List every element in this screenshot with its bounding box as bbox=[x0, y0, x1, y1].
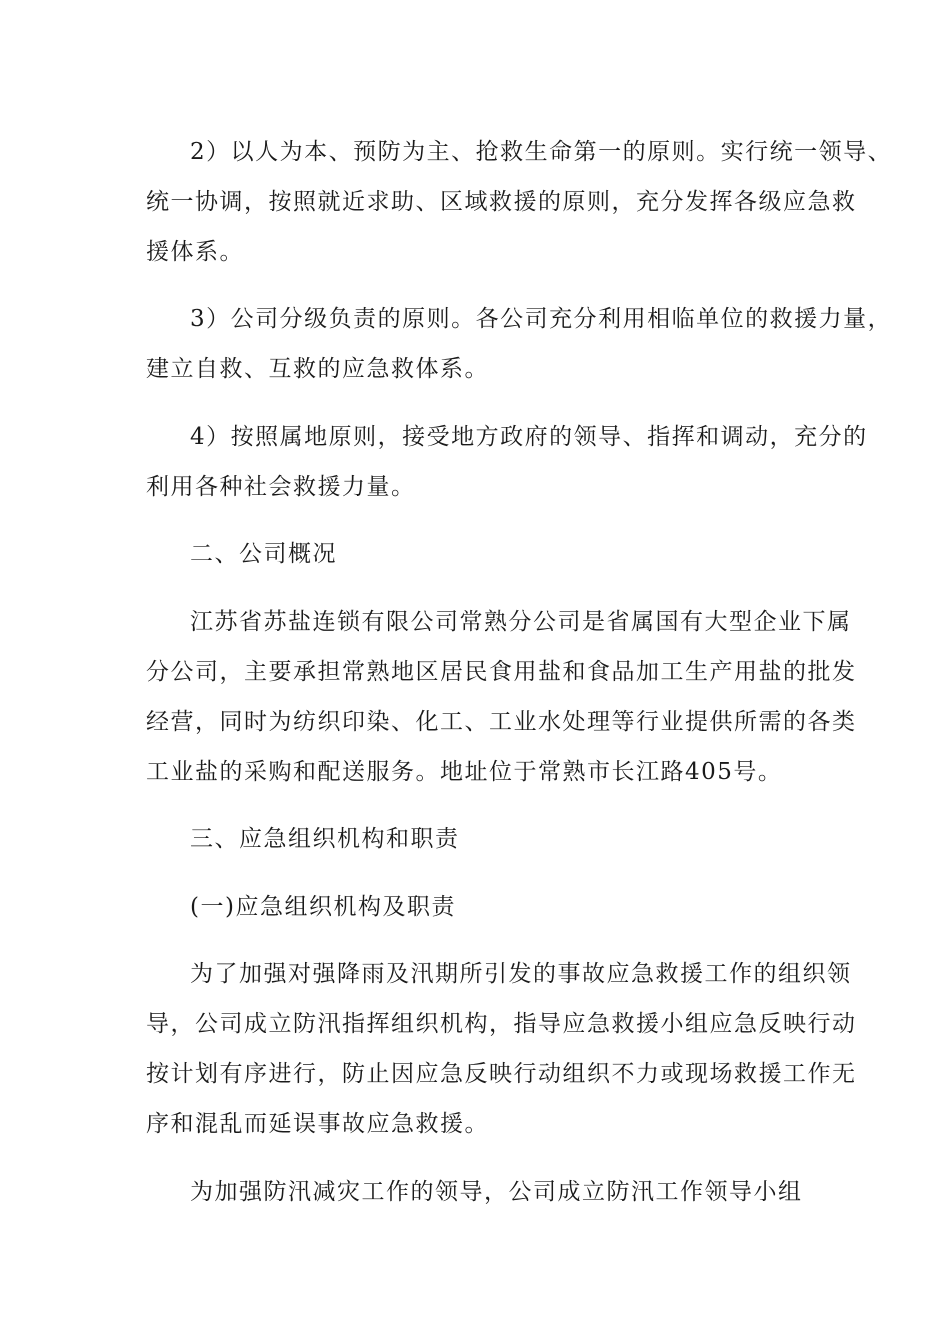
paragraph-line: 为加强防汛减灾工作的领导，公司成立防汛工作领导小组 bbox=[190, 1179, 803, 1205]
section-heading: 三、应急组织机构和职责 bbox=[190, 826, 460, 852]
paragraph-line: 分公司，主要承担常熟地区居民食用盐和食品加工生产用盐的批发 bbox=[146, 659, 857, 685]
paragraph-line: 4）按照属地原则，接受地方政府的领导、指挥和调动，充分的 bbox=[190, 424, 868, 450]
paragraph-line: 经营，同时为纺织印染、化工、工业水处理等行业提供所需的各类 bbox=[146, 709, 857, 735]
paragraph-line: 建立自救、互救的应急救体系。 bbox=[146, 356, 489, 382]
paragraph-line: 援体系。 bbox=[146, 239, 244, 265]
paragraph-line: 2）以人为本、预防为主、抢救生命第一的原则。实行统一领导、 bbox=[190, 139, 893, 165]
paragraph-line: 导，公司成立防汛指挥组织机构，指导应急救援小组应急反映行动 bbox=[146, 1011, 857, 1037]
paragraph-line: 利用各种社会救援力量。 bbox=[146, 474, 416, 500]
paragraph-line: 3）公司分级负责的原则。各公司充分利用相临单位的救援力量， bbox=[190, 306, 893, 332]
paragraph-line: 统一协调，按照就近求助、区域救援的原则，充分发挥各级应急救 bbox=[146, 189, 857, 215]
section-heading: 二、公司概况 bbox=[190, 541, 337, 567]
paragraph-line: 为了加强对强降雨及汛期所引发的事故应急救援工作的组织领 bbox=[190, 961, 852, 987]
paragraph-line: 工业盐的采购和配送服务。地址位于常熟市长江路405号。 bbox=[146, 759, 783, 785]
paragraph-line: 序和混乱而延误事故应急救援。 bbox=[146, 1111, 489, 1137]
paragraph-line: 按计划有序进行，防止因应急反映行动组织不力或现场救援工作无 bbox=[146, 1061, 857, 1087]
paragraph-line: 江苏省苏盐连锁有限公司常熟分公司是省属国有大型企业下属 bbox=[190, 609, 852, 635]
subsection-heading: (一)应急组织机构及职责 bbox=[190, 894, 456, 920]
